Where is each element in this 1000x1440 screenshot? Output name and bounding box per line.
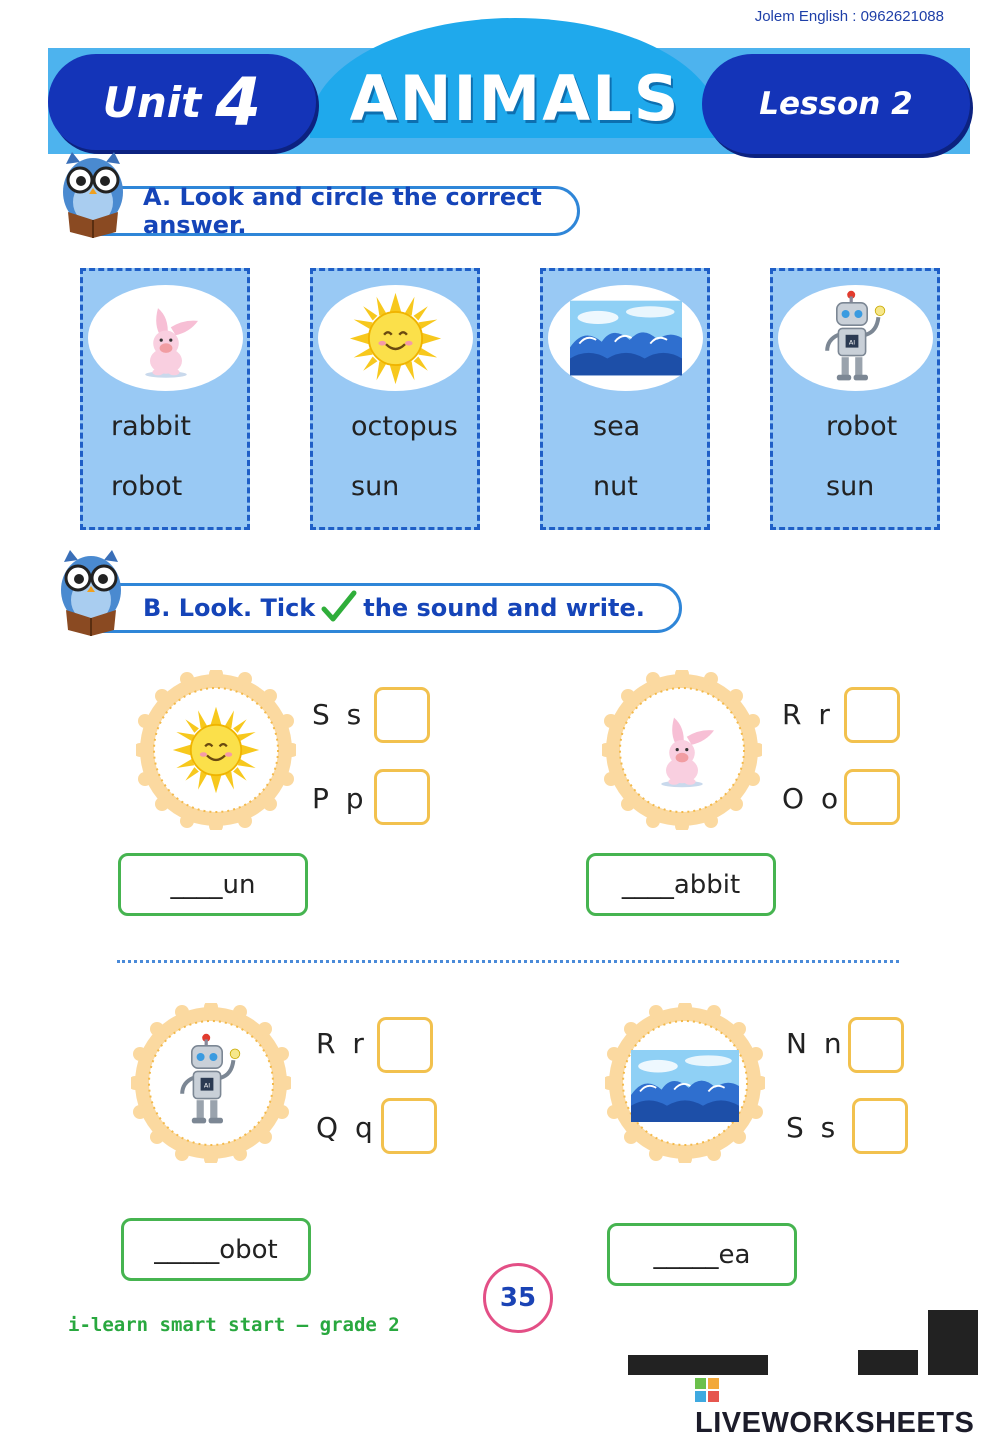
sun-badge	[136, 670, 296, 830]
letter-option: S s	[312, 698, 366, 731]
robot-badge	[131, 1003, 291, 1163]
word-answer-box[interactable]: ____un	[118, 853, 308, 916]
tick-box[interactable]	[848, 1017, 904, 1073]
picture-frame	[88, 285, 243, 391]
option-text[interactable]: robot	[826, 411, 898, 442]
instruction-a	[70, 183, 580, 239]
letter-option: O o	[782, 782, 843, 815]
owl-icon	[56, 548, 126, 638]
letter-option: N n	[786, 1027, 846, 1060]
sea-badge	[605, 1003, 765, 1163]
instruction-b-text-2: the sound and write.	[363, 594, 645, 622]
letter-option: P p	[312, 782, 368, 815]
option-text[interactable]: sea	[593, 411, 641, 442]
owl-icon	[58, 150, 128, 240]
tick-box[interactable]	[852, 1098, 908, 1154]
check-icon	[321, 590, 357, 626]
watermark	[695, 1374, 1000, 1440]
rabbit-icon	[126, 291, 206, 386]
sun-icon	[348, 291, 443, 386]
unit-word: Unit	[102, 77, 202, 127]
word-answer-box[interactable]: _____obot	[121, 1218, 311, 1281]
watermark-text: LIVEWORKSHEETS	[695, 1407, 975, 1439]
instruction-a-text: A. Look and circle the correct answer.	[143, 183, 542, 239]
unit-number: 4	[215, 63, 262, 141]
option-text[interactable]: octopus	[351, 411, 458, 442]
option-text[interactable]: nut	[593, 471, 638, 502]
letter-option: S s	[786, 1111, 840, 1144]
instruction-b	[70, 583, 682, 633]
card-3	[540, 268, 710, 530]
sun-icon	[173, 707, 259, 793]
picture-frame	[778, 285, 933, 391]
letter-option: Q q	[316, 1111, 377, 1144]
lesson-badge: Lesson 2	[702, 54, 970, 154]
page-number: 35	[483, 1263, 553, 1333]
option-text[interactable]: sun	[826, 471, 875, 502]
section-divider	[117, 960, 899, 963]
letter-option: R r	[316, 1027, 368, 1060]
tick-box[interactable]	[381, 1098, 437, 1154]
page-title: ANIMALS	[349, 62, 681, 135]
card-4	[770, 268, 940, 530]
watermark-decoration	[628, 1300, 1000, 1375]
word-answer-box[interactable]: ____abbit	[586, 853, 776, 916]
publisher-credit: Jolem English : 0962621088	[754, 8, 944, 25]
card-1	[80, 268, 250, 530]
instruction-b-text-1: B. Look. Tick	[143, 594, 316, 622]
word-answer-box[interactable]: _____ea	[607, 1223, 797, 1286]
series-label: i-learn smart start – grade 2	[68, 1314, 400, 1336]
unit-badge	[48, 54, 316, 150]
tick-box[interactable]	[377, 1017, 433, 1073]
tick-box[interactable]	[844, 687, 900, 743]
liveworksheets-logo-icon	[695, 1378, 719, 1402]
picture-frame	[548, 285, 703, 391]
picture-frame	[318, 285, 473, 391]
tick-box[interactable]	[844, 769, 900, 825]
sea-icon	[631, 1050, 739, 1122]
card-2	[310, 268, 480, 530]
option-text[interactable]: rabbit	[111, 411, 192, 442]
tick-box[interactable]	[374, 769, 430, 825]
tick-box[interactable]	[374, 687, 430, 743]
rabbit-badge	[602, 670, 762, 830]
option-text[interactable]: robot	[111, 471, 183, 502]
option-text[interactable]: sun	[351, 471, 400, 502]
sea-icon	[570, 300, 682, 376]
robot-icon	[816, 288, 896, 388]
letter-option: R r	[782, 698, 834, 731]
